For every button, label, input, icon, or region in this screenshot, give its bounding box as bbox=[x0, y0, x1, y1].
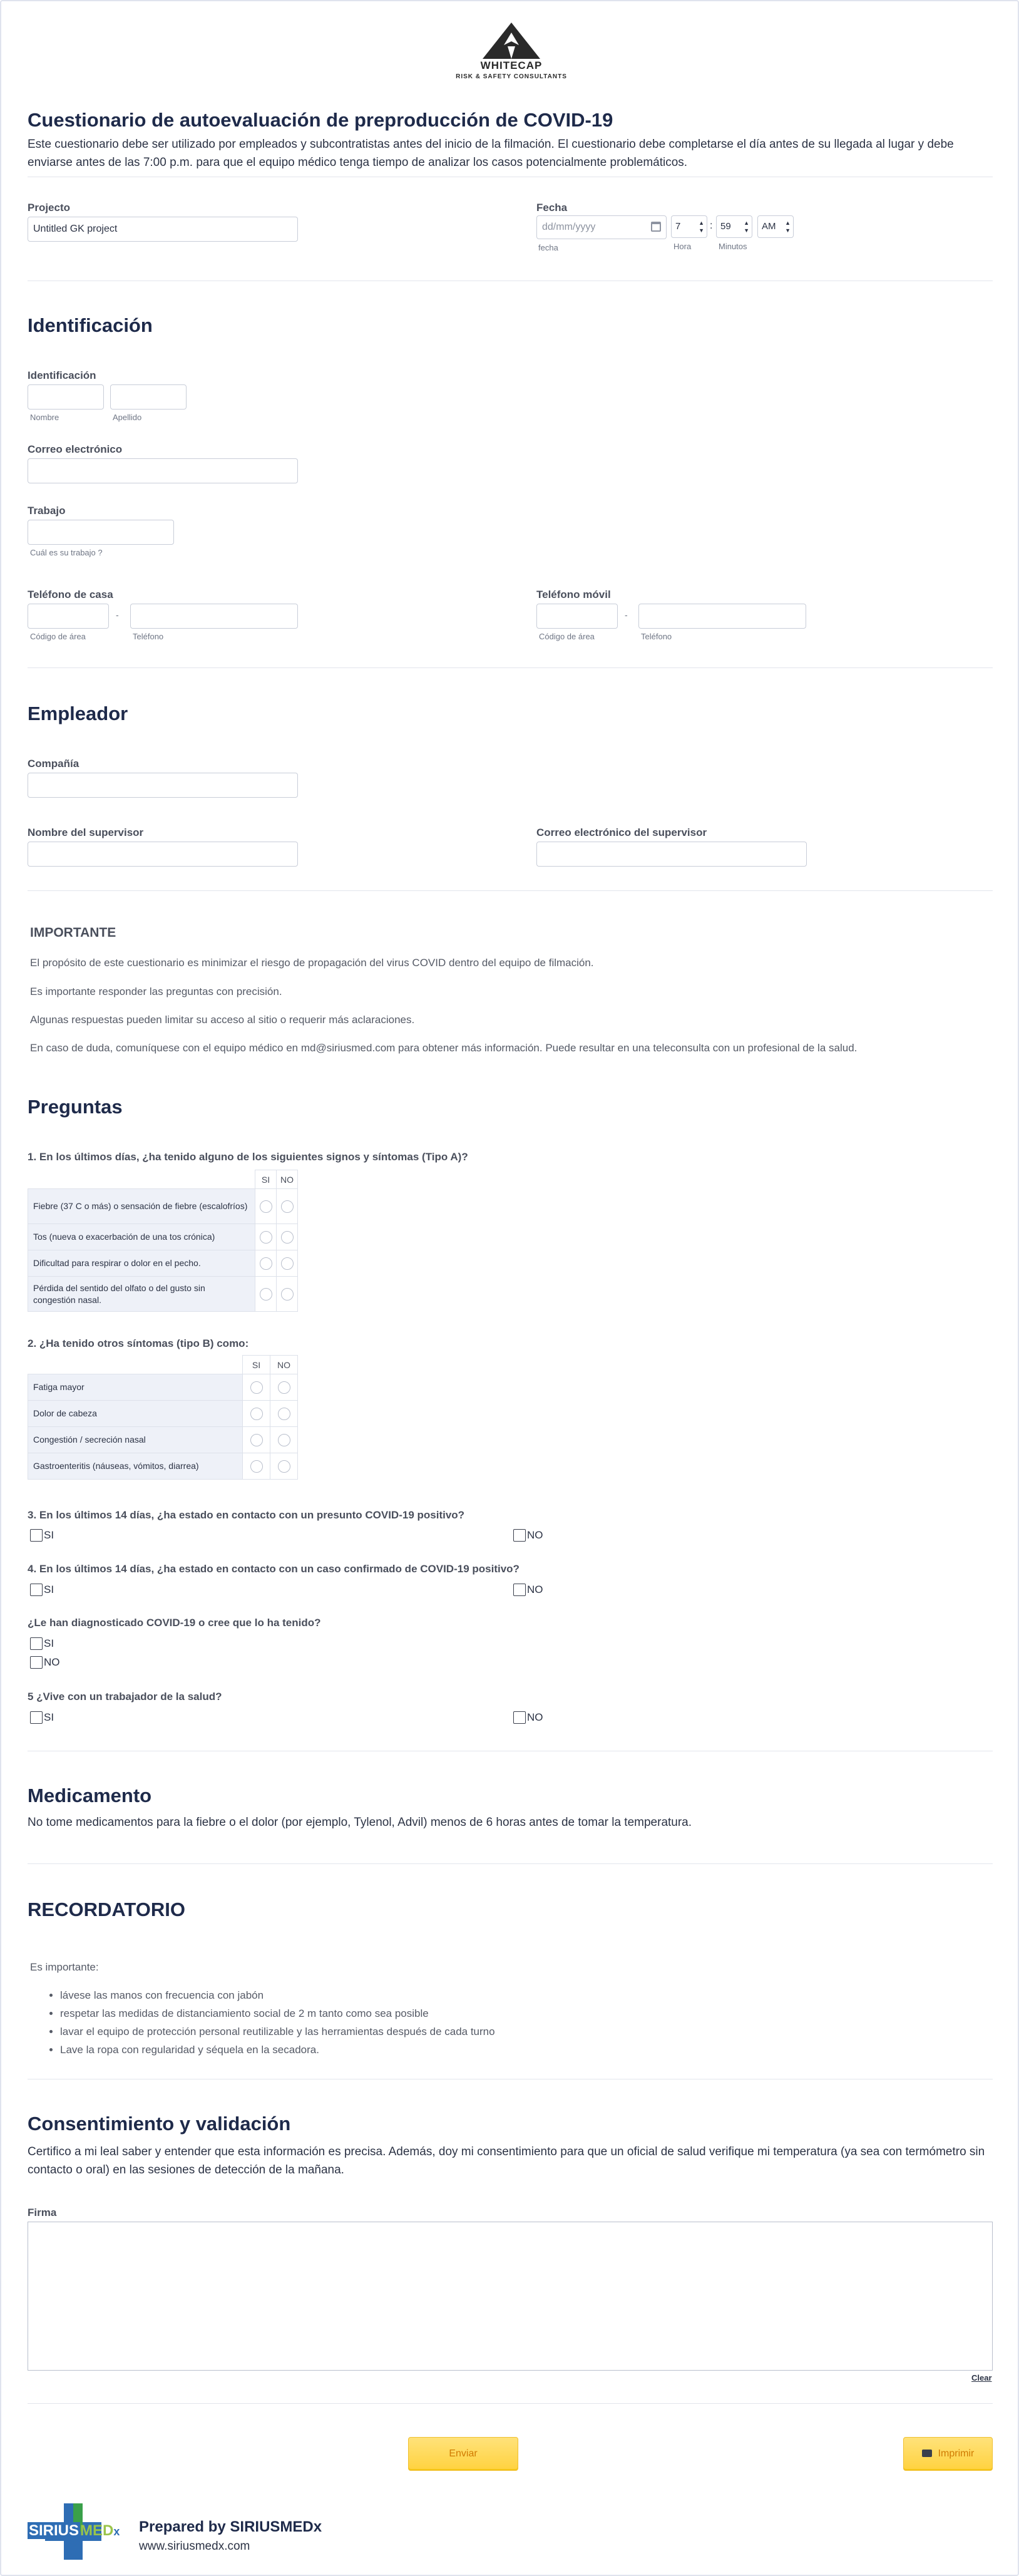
mobile-phone-sublabel: Teléfono bbox=[641, 632, 672, 641]
checkbox[interactable] bbox=[30, 1711, 43, 1724]
identification-section-title: Identificación bbox=[28, 314, 153, 336]
radio-no[interactable] bbox=[281, 1231, 294, 1244]
ampm-value: AM bbox=[762, 221, 776, 232]
print-button[interactable] bbox=[903, 2437, 993, 2471]
logo-word-x: x bbox=[113, 2525, 120, 2538]
option-label: SI bbox=[44, 1529, 54, 1541]
date-placeholder: dd/mm/yyyy bbox=[542, 222, 596, 232]
matrix-row-label: Dificultad para respirar o dolor en el pecho. bbox=[28, 1250, 255, 1277]
minute-select[interactable] bbox=[716, 215, 752, 238]
option-label: NO bbox=[527, 1711, 543, 1723]
clear-signature-link[interactable]: Clear bbox=[971, 2373, 992, 2383]
checkbox[interactable] bbox=[30, 1656, 43, 1669]
calendar-icon[interactable] bbox=[651, 222, 661, 232]
matrix-row-label: Gastroenteritis (náuseas, vómitos, diarrea) bbox=[28, 1453, 243, 1480]
radio-yes[interactable] bbox=[250, 1460, 263, 1473]
time-colon: : bbox=[710, 220, 713, 231]
submit-label: Enviar bbox=[449, 2448, 478, 2459]
job-label: Trabajo bbox=[28, 505, 66, 517]
matrix-cell bbox=[243, 1427, 270, 1453]
symptoms-a-matrix bbox=[28, 1170, 298, 1312]
checkbox[interactable] bbox=[30, 1584, 43, 1596]
q6-yes-checkbox[interactable] bbox=[30, 1711, 54, 1724]
radio-no[interactable] bbox=[281, 1200, 294, 1213]
print-label: Imprimir bbox=[938, 2448, 975, 2459]
question-5-label: 5 ¿Vive con un trabajador de la salud? bbox=[28, 1691, 222, 1703]
name-label: Identificación bbox=[28, 369, 96, 381]
radio-yes[interactable] bbox=[260, 1257, 272, 1270]
matrix-cell bbox=[277, 1189, 298, 1224]
matrix-row-label: Dolor de cabeza bbox=[28, 1401, 243, 1427]
home-phone-label: Teléfono de casa bbox=[28, 589, 113, 600]
matrix-row-label: Pérdida del sentido del olfato o del gusto sin congestión nasal. bbox=[28, 1277, 255, 1312]
home-phone-dash: - bbox=[116, 610, 119, 620]
checkbox[interactable] bbox=[30, 1637, 43, 1650]
supervisor-email-label: Correo electrónico del supervisor bbox=[536, 827, 707, 838]
hour-select[interactable] bbox=[671, 215, 707, 238]
q6-no-checkbox[interactable] bbox=[513, 1711, 543, 1724]
radio-yes[interactable] bbox=[260, 1288, 272, 1301]
supervisor-name-input[interactable] bbox=[28, 842, 298, 867]
medication-section-title: Medicamento bbox=[28, 1785, 152, 1806]
checkbox[interactable] bbox=[30, 1529, 43, 1542]
matrix-corner bbox=[28, 1170, 255, 1189]
company-input[interactable] bbox=[28, 773, 298, 798]
radio-no[interactable] bbox=[278, 1408, 290, 1420]
matrix-row-label: Fatiga mayor bbox=[28, 1374, 243, 1401]
radio-yes[interactable] bbox=[250, 1381, 263, 1394]
list-item: • lavar el equipo de protección personal reutilizable y las herramientas después de cada turno bbox=[60, 2022, 495, 2041]
email-field[interactable] bbox=[28, 458, 298, 483]
important-paragraph: El propósito de este cuestionario es minimizar el riesgo de propagación del virus COVID dentro del equipo de filmación. bbox=[30, 957, 594, 969]
matrix-row-label: Congestión / secreción nasal bbox=[28, 1427, 243, 1453]
ampm-select[interactable] bbox=[757, 215, 794, 238]
symptoms-b-matrix bbox=[28, 1355, 298, 1480]
medication-text: No tome medicamentos para la fiebre o el dolor (por ejemplo, Tylenol, Advil) menos de 6 horas antes de tomar la temperatura. bbox=[28, 1816, 692, 1829]
logo-word-sirius: SIRIUS bbox=[29, 2522, 79, 2539]
option-label: SI bbox=[44, 1711, 54, 1723]
form-title: Cuestionario de autoevaluación de preproducción de COVID-19 bbox=[28, 109, 613, 131]
option-label: SI bbox=[44, 1637, 54, 1649]
printer-icon bbox=[922, 2450, 932, 2457]
question-1-label: 1. En los últimos días, ¿ha tenido alguno de los siguientes signos y síntomas (Tipo A)? bbox=[28, 1151, 468, 1163]
matrix-col-no: NO bbox=[270, 1356, 298, 1374]
home-phone-sublabel: Teléfono bbox=[133, 632, 164, 641]
important-paragraph: En caso de duda, comuníquese con el equipo médico en md@siriusmed.com para obtener más información. Puede resultar en una teleconsulta con un profesional de la salud. bbox=[30, 1042, 858, 1054]
important-title: IMPORTANTE bbox=[30, 925, 116, 940]
matrix-col-no: NO bbox=[277, 1170, 298, 1189]
job-sublabel: Cuál es su trabajo ? bbox=[30, 548, 103, 557]
form-description: Este cuestionario debe ser utilizado por empleados y subcontratistas antes del inicio de la filmación. El cuestionario debe completarse el día antes de su llegada al lugar y debe enviarse antes de las 7:00 p.m. para que el equipo médico tenga tiempo de analizar los casos potencialmente problemáticos. bbox=[28, 138, 954, 169]
email-label: Correo electrónico bbox=[28, 443, 123, 455]
matrix-cell bbox=[243, 1401, 270, 1427]
logo-word: WHITECAP bbox=[480, 59, 543, 71]
submit-button[interactable] bbox=[408, 2437, 518, 2471]
matrix-cell bbox=[255, 1224, 277, 1250]
first-name-input[interactable] bbox=[28, 384, 104, 410]
matrix-cell bbox=[255, 1277, 277, 1312]
spinner-arrows-icon: ▲ ▼ bbox=[744, 220, 749, 234]
reminder-list bbox=[48, 1986, 495, 2059]
question-3-label: 3. En los últimos 14 días, ¿ha estado en contacto con un presunto COVID-19 positivo? bbox=[28, 1509, 465, 1521]
project-input[interactable] bbox=[28, 217, 298, 242]
mountain-logo-icon bbox=[480, 21, 543, 60]
minute-sublabel: Minutos bbox=[719, 242, 747, 251]
divider bbox=[28, 2403, 993, 2404]
matrix-cell bbox=[270, 1374, 298, 1401]
q3-yes-checkbox[interactable] bbox=[30, 1529, 54, 1542]
q4-no-checkbox[interactable] bbox=[513, 1584, 543, 1596]
matrix-col-yes: SI bbox=[255, 1170, 277, 1189]
radio-yes[interactable] bbox=[260, 1231, 272, 1244]
mobile-phone-dash: - bbox=[625, 610, 628, 620]
company-label: Compañía bbox=[28, 758, 79, 770]
supervisor-email-input[interactable] bbox=[536, 842, 807, 867]
matrix-cell bbox=[277, 1250, 298, 1277]
matrix-cell bbox=[270, 1453, 298, 1480]
q3-no-checkbox[interactable] bbox=[513, 1529, 543, 1542]
option-label: NO bbox=[527, 1529, 543, 1541]
list-item: • Lave la ropa con regularidad y séquela en la secadora. bbox=[60, 2041, 495, 2059]
divider bbox=[28, 890, 993, 891]
matrix-cell bbox=[277, 1277, 298, 1312]
radio-yes[interactable] bbox=[260, 1200, 272, 1213]
questions-section-title: Preguntas bbox=[28, 1096, 123, 1118]
radio-no[interactable] bbox=[278, 1434, 290, 1446]
mobile-area-sublabel: Código de área bbox=[539, 632, 595, 641]
matrix-cell bbox=[255, 1250, 277, 1277]
footer-url[interactable]: www.siriusmedx.com bbox=[139, 2540, 250, 2553]
date-label: Fecha bbox=[536, 202, 568, 214]
radio-no[interactable] bbox=[278, 1381, 290, 1394]
option-label: SI bbox=[44, 1584, 54, 1595]
logo-text bbox=[28, 2522, 120, 2540]
radio-yes[interactable] bbox=[250, 1434, 263, 1446]
home-area-sublabel: Código de área bbox=[30, 632, 86, 641]
date-input[interactable] bbox=[536, 215, 667, 239]
list-item: • lávese las manos con frecuencia con jabón bbox=[60, 1986, 495, 2004]
project-input-value: Untitled GK project bbox=[33, 224, 118, 234]
minute-value: 59 bbox=[720, 221, 731, 232]
last-name-input[interactable] bbox=[110, 384, 187, 410]
signature-pad[interactable] bbox=[28, 2222, 993, 2371]
reminder-section-title: RECORDATORIO bbox=[28, 1899, 186, 1920]
matrix-cell bbox=[277, 1224, 298, 1250]
home-phone-input[interactable] bbox=[130, 604, 298, 629]
matrix-cell bbox=[243, 1453, 270, 1480]
reminder-intro: Es importante: bbox=[30, 1961, 99, 1973]
siriusmedx-logo bbox=[28, 2503, 128, 2560]
whitecap-logo bbox=[452, 21, 571, 84]
q5-yes-checkbox[interactable] bbox=[30, 1637, 54, 1650]
consent-section-title: Consentimiento y validación bbox=[28, 2113, 291, 2135]
matrix-cell bbox=[270, 1401, 298, 1427]
hour-sublabel: Hora bbox=[673, 242, 692, 251]
important-paragraph: Es importante responder las preguntas con precisión. bbox=[30, 986, 282, 997]
signature-label: Firma bbox=[28, 2207, 57, 2218]
matrix-row-label: Fiebre (37 C o más) o sensación de fiebre (escalofríos) bbox=[28, 1189, 255, 1224]
divider bbox=[28, 1863, 993, 1864]
checkbox[interactable] bbox=[513, 1529, 526, 1542]
list-item: • respetar las medidas de distanciamiento social de 2 m tanto como sea posible bbox=[60, 2004, 495, 2022]
radio-no[interactable] bbox=[281, 1257, 294, 1270]
matrix-row-label: Tos (nueva o exacerbación de una tos crónica) bbox=[28, 1224, 255, 1250]
spinner-arrows-icon: ▲ ▼ bbox=[785, 220, 791, 234]
radio-no[interactable] bbox=[281, 1288, 294, 1301]
matrix-col-yes: SI bbox=[243, 1356, 270, 1374]
checkbox[interactable] bbox=[513, 1584, 526, 1596]
job-input[interactable] bbox=[28, 520, 174, 545]
consent-text: Certifico a mi leal saber y entender que esta información es precisa. Además, doy mi consentimiento para que un oficial de salud verifique mi temperatura (ya sea con termómetro sin contacto o oral) en las sesiones de detección de la mañana. bbox=[28, 2145, 985, 2177]
logo-tagline: RISK & SAFETY CONSULTANTS bbox=[456, 73, 567, 80]
matrix-corner bbox=[28, 1356, 243, 1374]
radio-no[interactable] bbox=[278, 1460, 290, 1473]
first-name-sublabel: Nombre bbox=[30, 413, 59, 422]
q4-yes-checkbox[interactable] bbox=[30, 1584, 54, 1596]
spinner-arrows-icon: ▲ ▼ bbox=[699, 220, 704, 234]
employer-section-title: Empleador bbox=[28, 703, 128, 724]
project-label: Projecto bbox=[28, 202, 71, 214]
radio-yes[interactable] bbox=[250, 1408, 263, 1420]
matrix-cell bbox=[255, 1189, 277, 1224]
question-2-label: 2. ¿Ha tenido otros síntomas (tipo B) como: bbox=[28, 1337, 249, 1349]
date-sublabel: fecha bbox=[538, 243, 558, 252]
mobile-phone-input[interactable] bbox=[638, 604, 806, 629]
matrix-cell bbox=[243, 1374, 270, 1401]
option-label: NO bbox=[527, 1584, 543, 1595]
divider bbox=[28, 667, 993, 668]
checkbox[interactable] bbox=[513, 1711, 526, 1724]
mobile-phone-label: Teléfono móvil bbox=[536, 589, 611, 600]
q5-no-checkbox[interactable] bbox=[30, 1656, 60, 1669]
question-4-label: 4. En los últimos 14 días, ¿ha estado en contacto con un caso confirmado de COVID-19 positivo? bbox=[28, 1563, 520, 1575]
important-paragraph: Algunas respuestas pueden limitar su acceso al sitio o requerir más aclaraciones. bbox=[30, 1014, 415, 1026]
option-label: NO bbox=[44, 1656, 60, 1668]
home-area-code-input[interactable] bbox=[28, 604, 109, 629]
matrix-cell bbox=[270, 1427, 298, 1453]
supervisor-name-label: Nombre del supervisor bbox=[28, 827, 144, 838]
last-name-sublabel: Apellido bbox=[113, 413, 142, 422]
hour-value: 7 bbox=[675, 221, 681, 232]
mobile-area-code-input[interactable] bbox=[536, 604, 618, 629]
question-diagnosed-label: ¿Le han diagnosticado COVID-19 o cree que lo ha tenido? bbox=[28, 1617, 321, 1629]
prepared-by: Prepared by SIRIUSMEDx bbox=[139, 2518, 322, 2535]
logo-word-med: MED bbox=[80, 2522, 114, 2539]
